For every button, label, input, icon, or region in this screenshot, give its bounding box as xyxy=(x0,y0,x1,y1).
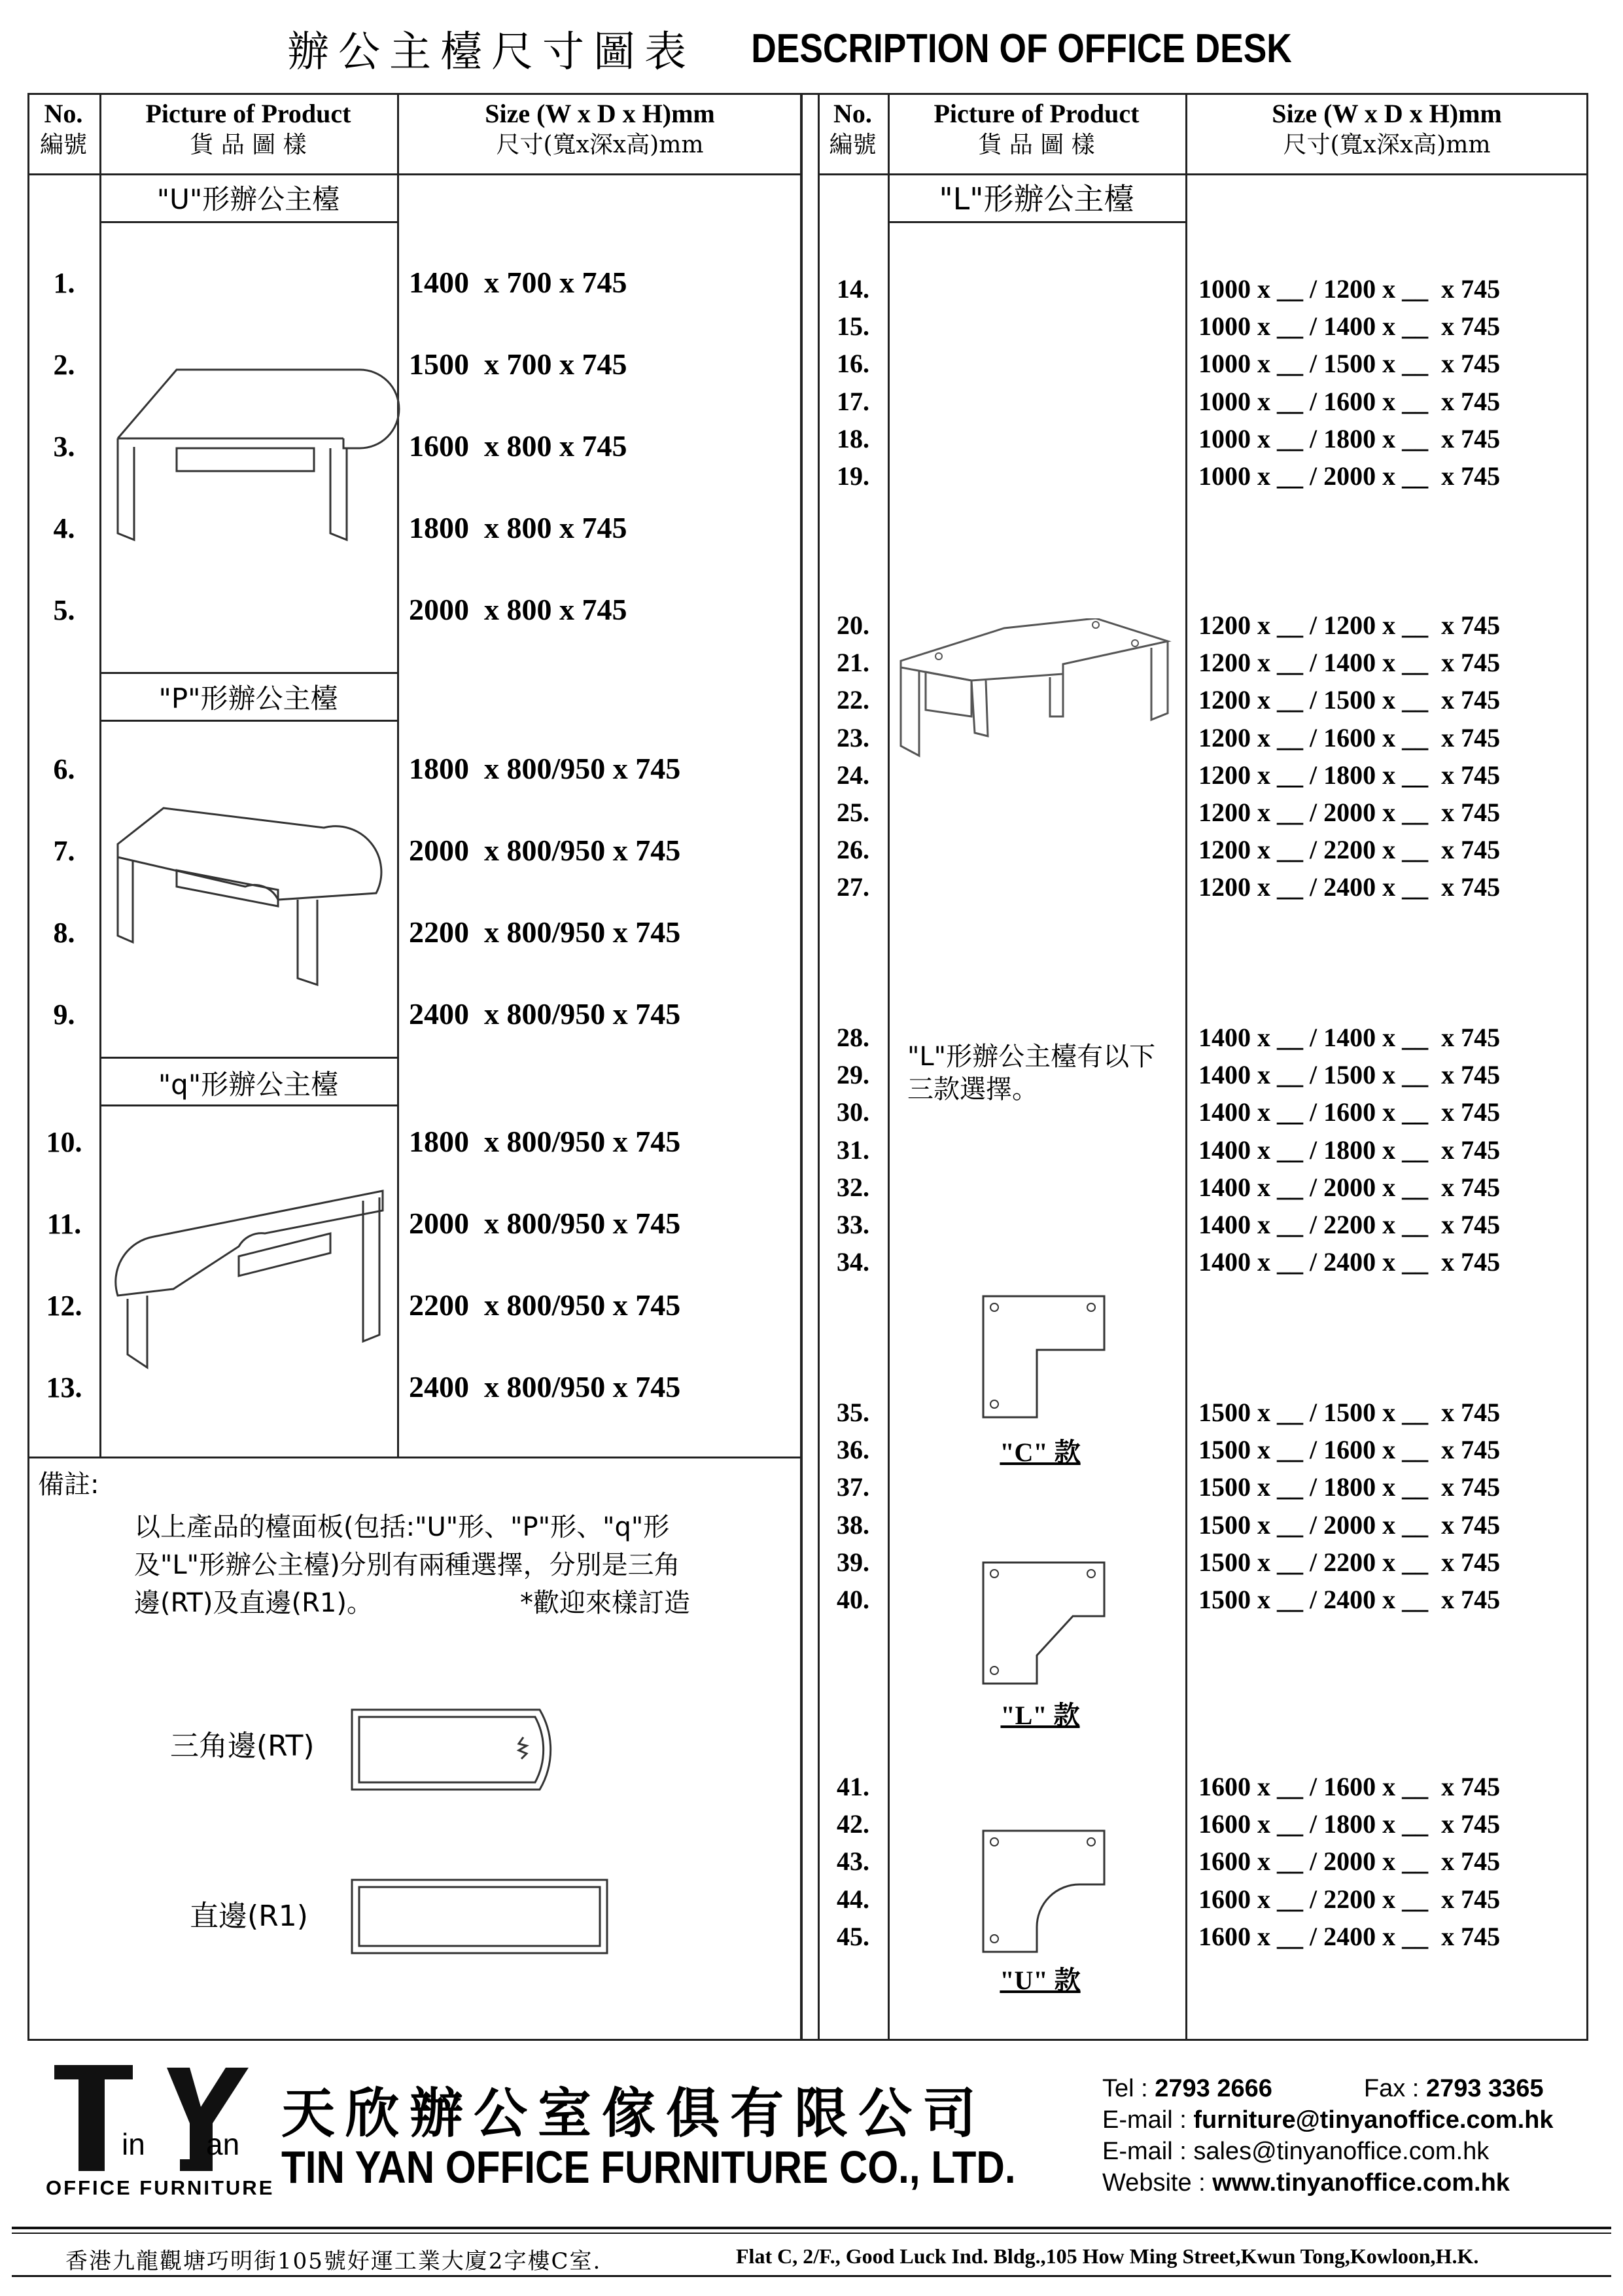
left-header-no: No. 編號 xyxy=(39,99,87,158)
category-q-desk: "q"形辦公主檯 xyxy=(158,1069,339,1101)
left-row-number: 13. xyxy=(46,1371,82,1404)
right-row-size: 1000 x __ / 1500 x __ x 745 xyxy=(1198,349,1501,379)
rt-label: 三角邊(RT) xyxy=(170,1729,315,1763)
right-row-size: 1400 x __ / 2200 x __ x 745 xyxy=(1198,1210,1501,1239)
right-header-picture: Picture of Product 貨 品 圖 樣 xyxy=(934,99,1140,158)
c-variant-drawing xyxy=(981,1294,1109,1422)
logo-text-in: in xyxy=(122,2127,145,2161)
right-row-size: 1400 x __ / 1500 x __ x 745 xyxy=(1198,1060,1501,1090)
u-variant-drawing xyxy=(981,1829,1109,1956)
email-2[interactable]: sales@tinyanoffice.com.hk xyxy=(1193,2138,1490,2165)
company-name-cn: 天欣辦公室傢俱有限公司 xyxy=(281,2083,987,2145)
r1-label: 直邊(R1) xyxy=(190,1899,308,1933)
right-row-size: 1000 x __ / 1400 x __ x 745 xyxy=(1198,311,1501,342)
right-row-number: 23. xyxy=(837,722,869,752)
right-row-number: 26. xyxy=(837,835,869,865)
right-row-number: 17. xyxy=(837,386,869,416)
right-row-size: 1500 x __ / 1600 x __ x 745 xyxy=(1198,1435,1501,1465)
right-row-number: 37. xyxy=(837,1472,869,1502)
right-row-size: 1000 x __ / 1600 x __ x 745 xyxy=(1198,386,1501,416)
left-row-size: 2400 x 800/950 x 745 xyxy=(409,997,681,1031)
address-cn: 香港九龍觀塘巧明街105號好運工業大廈2字樓C室. xyxy=(65,2248,602,2274)
website-link[interactable]: www.tinyanoffice.com.hk xyxy=(1212,2169,1510,2197)
email-1[interactable]: furniture@tinyanoffice.com.hk xyxy=(1193,2106,1554,2134)
right-row-number: 31. xyxy=(837,1135,869,1165)
right-row-size: 1200 x __ / 1200 x __ x 745 xyxy=(1198,610,1501,640)
right-row-number: 22. xyxy=(837,685,869,715)
notes-line1: 以上產品的檯面板(包括:"U"形、"P"形、"q"形 xyxy=(134,1512,670,1542)
right-row-number: 15. xyxy=(837,311,869,342)
right-row-size: 1600 x __ / 2200 x __ x 745 xyxy=(1198,1884,1501,1914)
left-row-size: 2000 x 800 x 745 xyxy=(409,593,627,626)
right-row-size: 1500 x __ / 1500 x __ x 745 xyxy=(1198,1398,1501,1427)
right-row-size: 1600 x __ / 2400 x __ x 745 xyxy=(1198,1921,1501,1951)
left-row-size: 1800 x 800 x 745 xyxy=(409,511,627,544)
right-row-number: 18. xyxy=(837,423,869,453)
left-row-number: 10. xyxy=(46,1126,82,1158)
right-row-number: 19. xyxy=(837,461,869,491)
left-row-size: 2000 x 800/950 x 745 xyxy=(409,1207,681,1240)
left-row-number: 4. xyxy=(53,512,75,544)
right-row-size: 1400 x __ / 1800 x __ x 745 xyxy=(1198,1135,1501,1165)
right-row-number: 27. xyxy=(837,872,869,902)
left-row-number: 5. xyxy=(53,594,75,626)
logo-caption: OFFICE FURNITURE xyxy=(46,2176,275,2199)
right-row-number: 45. xyxy=(837,1921,869,1951)
title-en: DESCRIPTION OF OFFICE DESK xyxy=(751,26,1292,71)
l-variant-label: "L" 款 xyxy=(1000,1701,1080,1730)
right-row-size: 1500 x __ / 2200 x __ x 745 xyxy=(1198,1547,1501,1577)
notes-label: 備註: xyxy=(38,1470,99,1500)
right-row-number: 20. xyxy=(837,610,869,640)
right-row-size: 1400 x __ / 2400 x __ x 745 xyxy=(1198,1247,1501,1277)
right-row-number: 35. xyxy=(837,1398,869,1427)
right-row-number: 41. xyxy=(837,1772,869,1801)
right-row-number: 34. xyxy=(837,1247,869,1277)
right-row-number: 28. xyxy=(837,1023,869,1052)
right-row-number: 36. xyxy=(837,1435,869,1465)
left-row-size: 2200 x 800/950 x 745 xyxy=(409,915,681,949)
category-u-desk: "U"形辦公主檯 xyxy=(156,183,340,215)
right-row-size: 1000 x __ / 2000 x __ x 745 xyxy=(1198,461,1501,491)
q-desk-drawing xyxy=(114,1184,402,1381)
right-row-size: 1600 x __ / 1600 x __ x 745 xyxy=(1198,1772,1501,1801)
right-row-number: 25. xyxy=(837,798,869,827)
left-row-number: 11. xyxy=(46,1208,82,1240)
right-row-number: 38. xyxy=(837,1510,869,1540)
right-row-number: 42. xyxy=(837,1809,869,1839)
right-row-size: 1600 x __ / 1800 x __ x 745 xyxy=(1198,1809,1501,1839)
left-row-number: 9. xyxy=(53,998,75,1031)
page-title xyxy=(0,18,1623,79)
left-row-size: 2400 x 800/950 x 745 xyxy=(409,1370,681,1404)
left-header-size: Size (W x D x H)mm 尺寸(寬x深x高)mm xyxy=(485,99,715,158)
right-row-size: 1200 x __ / 2200 x __ x 745 xyxy=(1198,835,1501,865)
right-row-number: 32. xyxy=(837,1172,869,1202)
logo-text-an: an xyxy=(206,2127,240,2161)
p-desk-drawing xyxy=(114,802,402,991)
right-row-size: 1200 x __ / 1600 x __ x 745 xyxy=(1198,722,1501,752)
right-row-size: 1200 x __ / 1800 x __ x 745 xyxy=(1198,760,1501,790)
left-row-size: 1800 x 800/950 x 745 xyxy=(409,752,681,785)
category-p-desk: "P"形辦公主檯 xyxy=(158,682,338,715)
right-row-number: 43. xyxy=(837,1846,869,1877)
left-row-number: 3. xyxy=(53,431,75,463)
left-row-number: 12. xyxy=(46,1290,82,1322)
left-header-picture: Picture of Product 貨 品 圖 樣 xyxy=(145,99,351,158)
left-row-number: 1. xyxy=(53,267,75,299)
left-row-number: 2. xyxy=(53,349,75,381)
u-desk-drawing xyxy=(114,357,402,543)
right-row-number: 44. xyxy=(837,1884,869,1914)
right-row-number: 40. xyxy=(837,1585,869,1614)
notes-welcome: *歡迎來樣訂造 xyxy=(520,1588,690,1618)
right-row-size: 1400 x __ / 1600 x __ x 745 xyxy=(1198,1097,1501,1127)
right-row-size: 1500 x __ / 2000 x __ x 745 xyxy=(1198,1510,1501,1540)
company-name-en: TIN YAN OFFICE FURNITURE CO., LTD. xyxy=(281,2142,1016,2193)
right-row-number: 21. xyxy=(837,648,869,678)
l-options-note: "L"形辦公主檯有以下 三款選擇。 xyxy=(907,1042,1156,1104)
right-row-size: 1000 x __ / 1200 x __ x 745 xyxy=(1198,274,1501,304)
left-row-number: 8. xyxy=(53,917,75,949)
left-row-size: 1600 x 800 x 745 xyxy=(409,429,627,463)
left-row-size: 1500 x 700 x 745 xyxy=(409,347,627,381)
right-row-number: 39. xyxy=(837,1547,869,1577)
right-row-number: 14. xyxy=(837,274,869,304)
l-desk-drawing xyxy=(899,618,1174,769)
right-header-size: Size (W x D x H)mm 尺寸(寬x深x高)mm xyxy=(1272,99,1502,158)
right-row-size: 1200 x __ / 2400 x __ x 745 xyxy=(1198,872,1501,902)
right-row-size: 1200 x __ / 1500 x __ x 745 xyxy=(1198,685,1501,715)
notes-line2: 及"L"形辦公主檯)分別有兩種選擇，分別是三角 xyxy=(134,1550,680,1580)
left-row-number: 6. xyxy=(53,753,75,785)
tel-number: 2793 2666 xyxy=(1155,2075,1272,2102)
notes-line3: 邊(RT)及直邊(R1)。 xyxy=(134,1588,373,1618)
right-header-no: No. 編號 xyxy=(829,99,877,158)
left-row-size: 1400 x 700 x 745 xyxy=(409,266,627,299)
right-row-size: 1500 x __ / 2400 x __ x 745 xyxy=(1198,1585,1501,1614)
right-row-size: 1600 x __ / 2000 x __ x 745 xyxy=(1198,1846,1501,1877)
right-row-size: 1200 x __ / 2000 x __ x 745 xyxy=(1198,798,1501,827)
right-row-size: 1400 x __ / 2000 x __ x 745 xyxy=(1198,1172,1501,1202)
contact-block: Tel : 2793 2666 Fax : 2793 3365 E-mail : furniture@tinyanoffice.com.hk E-mail : sales@tinyanoffice.com.hk Website : www.tinyanoffice.com.hk xyxy=(1102,2075,1554,2197)
l-variant-drawing xyxy=(981,1561,1109,1688)
left-row-number: 7. xyxy=(53,835,75,867)
right-row-size: 1500 x __ / 1800 x __ x 745 xyxy=(1198,1472,1501,1502)
right-row-number: 24. xyxy=(837,760,869,790)
right-row-size: 1400 x __ / 1400 x __ x 745 xyxy=(1198,1023,1501,1052)
address-en: Flat C, 2/F., Good Luck Ind. Bldg.,105 How Ming Street,Kwun Tong,Kowloon,H.K. xyxy=(736,2244,1479,2268)
c-variant-label: "C" 款 xyxy=(1000,1438,1081,1467)
rt-edge-drawing xyxy=(350,1708,605,1793)
right-row-number: 16. xyxy=(837,349,869,379)
right-row-number: 30. xyxy=(837,1097,869,1127)
u-variant-label: "U" 款 xyxy=(1000,1966,1081,1995)
fax-number: 2793 3365 xyxy=(1425,2075,1544,2102)
right-row-size: 1200 x __ / 1400 x __ x 745 xyxy=(1198,648,1501,678)
category-l-desk: "L"形辦公主檯 xyxy=(939,181,1134,217)
left-row-size: 2000 x 800/950 x 745 xyxy=(409,834,681,867)
right-row-size: 1000 x __ / 1800 x __ x 745 xyxy=(1198,423,1501,453)
title-cn: 辦公主檯尺寸圖表 xyxy=(287,28,695,77)
r1-edge-drawing xyxy=(350,1878,612,1956)
right-row-number: 33. xyxy=(837,1210,869,1239)
left-row-size: 2200 x 800/950 x 745 xyxy=(409,1288,681,1322)
left-row-size: 1800 x 800/950 x 745 xyxy=(409,1125,681,1158)
right-row-number: 29. xyxy=(837,1060,869,1090)
